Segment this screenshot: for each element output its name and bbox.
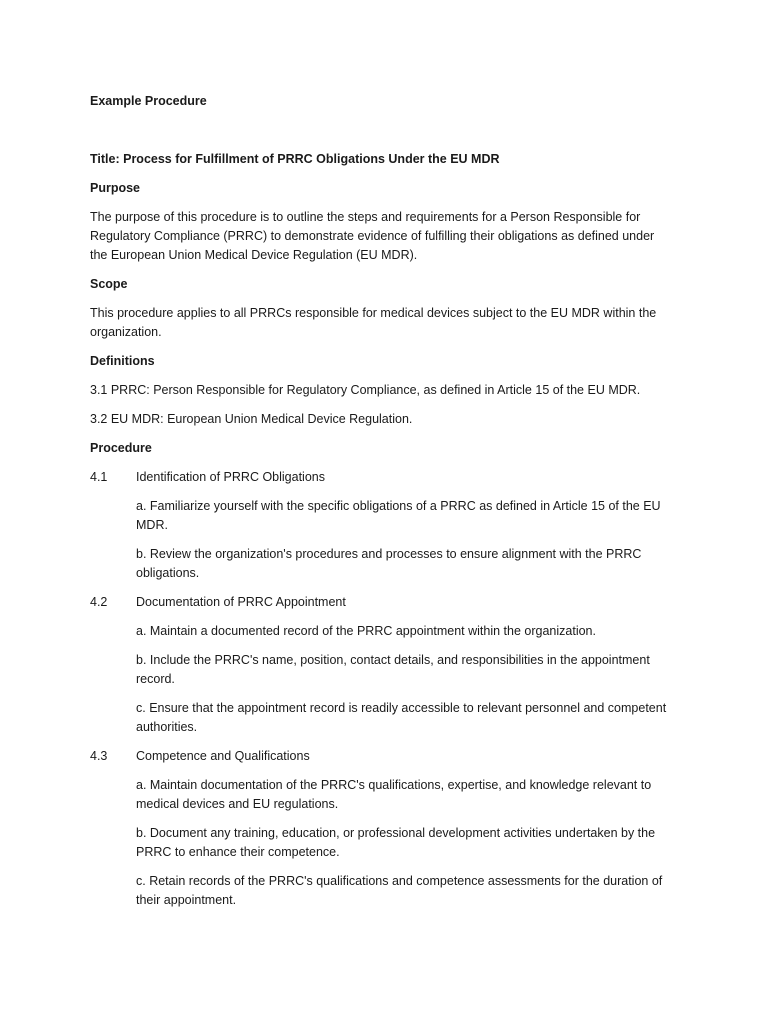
procedure-item-line: b. Include the PRRC's name, position, contact details, and responsibilities in the appointment bbox=[136, 653, 650, 667]
procedure-item-line: c. Retain records of the PRRC's qualifications and competence assessments for the duration of bbox=[136, 874, 663, 888]
procedure-item-line: b. Review the organization's procedures and processes to ensure alignment with the PRRC bbox=[136, 547, 642, 561]
procedure-item-line: obligations. bbox=[136, 566, 200, 580]
section-number: 4.1 bbox=[90, 470, 108, 484]
section-title: Competence and Qualifications bbox=[136, 749, 310, 763]
purpose-line: The purpose of this procedure is to outline the steps and requirements for a Person Responsible for bbox=[90, 210, 641, 224]
procedure-item-line: a. Familiarize yourself with the specific obligations of a PRRC as defined in Article 15 of the EU bbox=[136, 499, 661, 513]
section-title: Identification of PRRC Obligations bbox=[136, 470, 325, 484]
procedure-item-line: MDR. bbox=[136, 518, 168, 532]
procedure-item-line: c. Ensure that the appointment record is readily accessible to relevant personnel and competent bbox=[136, 701, 667, 715]
procedure-item-line: authorities. bbox=[136, 720, 198, 734]
procedure-item-line: record. bbox=[136, 672, 175, 686]
procedure-item-line: medical devices and EU regulations. bbox=[136, 797, 339, 811]
procedure-item-line: PRRC to enhance their competence. bbox=[136, 845, 340, 859]
definitions-heading: Definitions bbox=[90, 354, 155, 368]
definition-item: 3.2 EU MDR: European Union Medical Device Regulation. bbox=[90, 412, 413, 426]
procedure-item-line: a. Maintain a documented record of the PRRC appointment within the organization. bbox=[136, 624, 596, 638]
procedure-item-line: b. Document any training, education, or professional development activities undertaken by the bbox=[136, 826, 656, 840]
purpose-heading: Purpose bbox=[90, 181, 141, 195]
procedure-item-line: their appointment. bbox=[136, 893, 237, 907]
procedure-item-line: a. Maintain documentation of the PRRC's qualifications, expertise, and knowledge relevant to bbox=[136, 778, 652, 792]
purpose-line: the European Union Medical Device Regulation (EU MDR). bbox=[90, 248, 418, 262]
scope-line: This procedure applies to all PRRCs responsible for medical devices subject to the EU MDR within the bbox=[90, 306, 657, 320]
procedure-heading: Procedure bbox=[90, 441, 152, 455]
document-title: Title: Process for Fulfillment of PRRC Obligations Under the EU MDR bbox=[90, 152, 500, 166]
section-title: Documentation of PRRC Appointment bbox=[136, 595, 346, 609]
scope-heading: Scope bbox=[90, 277, 128, 291]
section-number: 4.2 bbox=[90, 595, 108, 609]
scope-line: organization. bbox=[90, 325, 162, 339]
purpose-line: Regulatory Compliance (PRRC) to demonstrate evidence of fulfilling their obligations as defined under bbox=[90, 229, 655, 243]
definition-item: 3.1 PRRC: Person Responsible for Regulatory Compliance, as defined in Article 15 of the EU MDR. bbox=[90, 383, 641, 397]
section-number: 4.3 bbox=[90, 749, 108, 763]
document-label: Example Procedure bbox=[90, 94, 207, 108]
